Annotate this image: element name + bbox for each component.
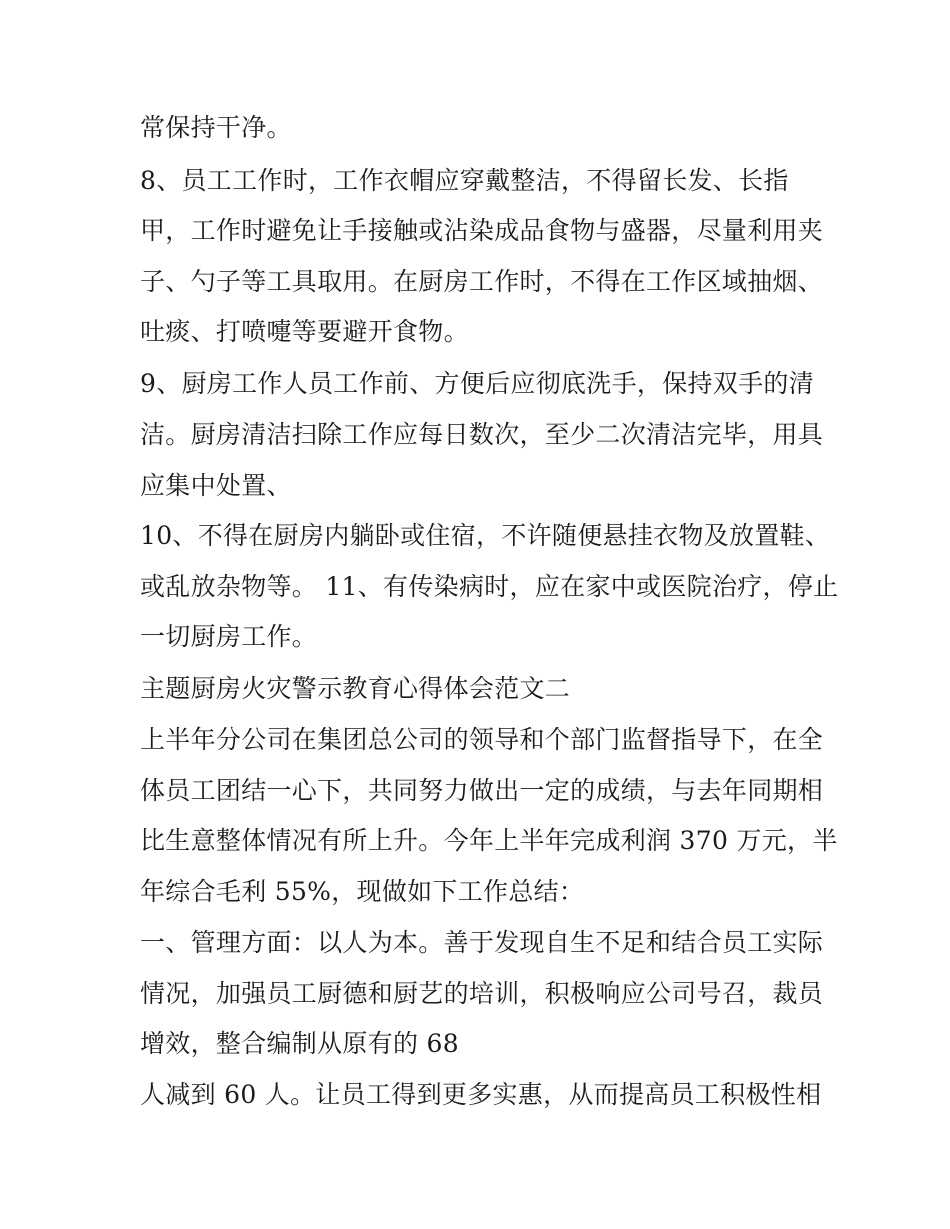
text-line: 常保持干净。	[140, 113, 292, 142]
text-line: 吐痰、打喷嚏等要避开食物。	[140, 317, 469, 346]
section-heading: 主题厨房火灾警示教育心得体会范文二	[140, 674, 571, 703]
text-line: 一、管理方面：以人为本。善于发现自生不足和结合员工实际	[140, 928, 824, 957]
text-line: 上半年分公司在集团总公司的领导和个部门监督指导下，在全	[140, 725, 824, 754]
text-line: 洁。厨房清洁扫除工作应每日数次，至少二次清洁完毕，用具	[140, 420, 824, 449]
text-line: 比生意整体情况有所上升。今年上半年完成利润 370 万元，半	[140, 826, 838, 855]
text-line: 年综合毛利 55%，现做如下工作总结：	[140, 877, 585, 906]
text-line: 应集中处置、	[140, 471, 292, 500]
text-line: 或乱放杂物等。 11、有传染病时，应在家中或医院治疗，停止	[140, 572, 839, 601]
text-line: 增效，整合编制从原有的 68	[140, 1029, 459, 1058]
text-line: 子、勺子等工具取用。在厨房工作时，不得在工作区域抽烟、	[140, 267, 824, 296]
text-line: 9、厨房工作人员工作前、方便后应彻底洗手，保持双手的清	[140, 369, 815, 398]
text-line: 甲，工作时避免让手接触或沾染成品食物与盛器，尽量利用夹	[140, 216, 824, 245]
text-line: 10、不得在厨房内躺卧或住宿，不许随便悬挂衣物及放置鞋、	[140, 521, 831, 550]
text-line: 8、员工工作时，工作衣帽应穿戴整洁，不得留长发、长指	[140, 166, 789, 195]
text-line: 体员工团结一心下，共同努力做出一定的成绩，与去年同期相	[140, 776, 824, 805]
text-line: 一切厨房工作。	[140, 622, 318, 651]
text-line: 情况，加强员工厨德和厨艺的培训，积极响应公司号召，裁员	[140, 979, 824, 1008]
text-line: 人减到 60 人。让员工得到更多实惠，从而提高员工积极性相	[140, 1080, 822, 1109]
